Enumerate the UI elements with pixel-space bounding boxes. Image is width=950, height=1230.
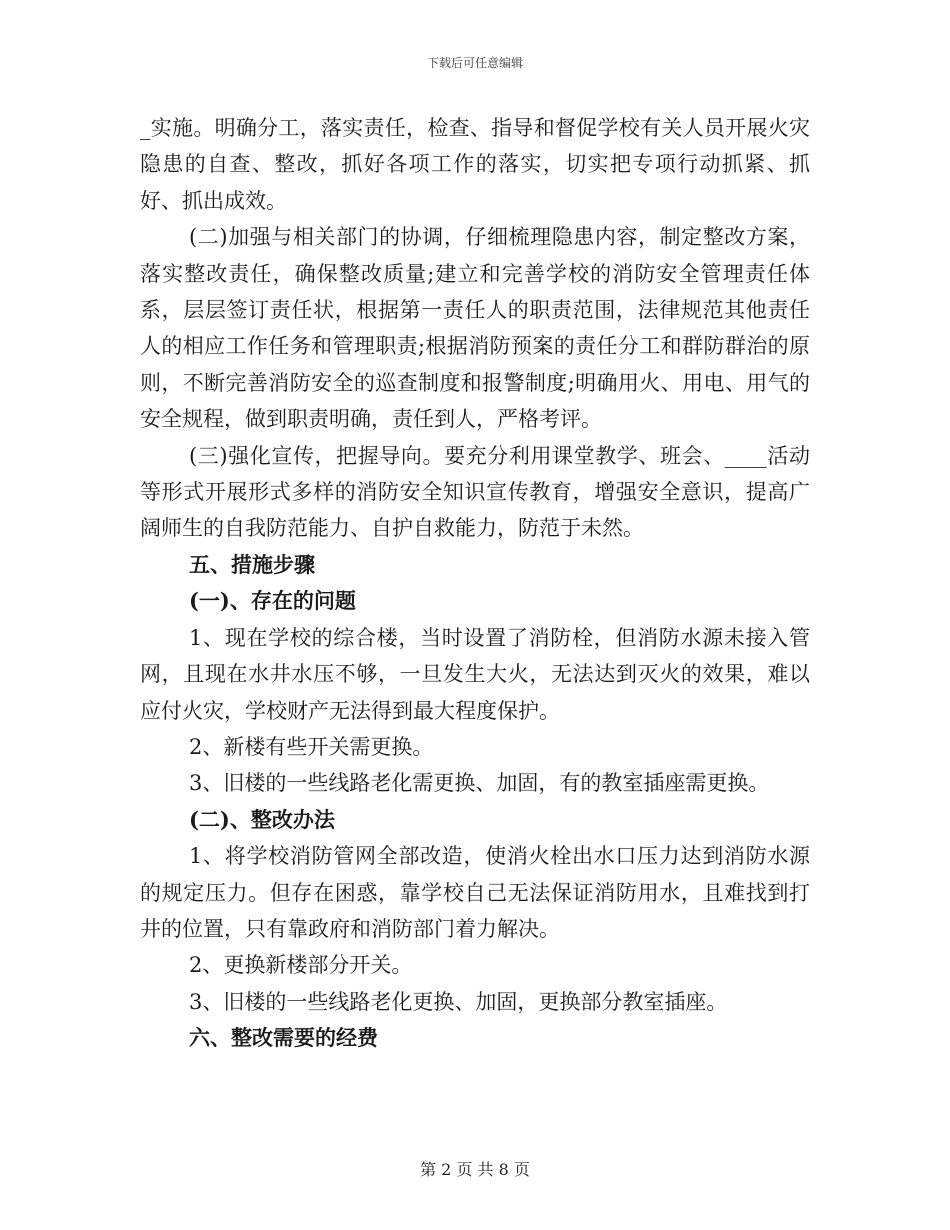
list-item-problem-3: 3、旧楼的一些线路老化需更换、加固，有的教室插座需更换。 — [189, 771, 770, 796]
page-header: 下载后可任意编辑 — [426, 56, 523, 70]
subheading-rectification-methods: (二)、整改办法 — [189, 806, 335, 832]
section-heading-measures: 五、措施步骤 — [189, 551, 315, 577]
document-body — [140, 110, 810, 1057]
paragraph-implementation: _实施。明确分工，落实责任，检查、指导和督促学校有关人员开展火灾隐患的自查、整改，抓好各项工作的落实，切实把专项行动抓紧、抓好、抓出成效。 — [140, 116, 810, 213]
list-item-method-1: 1、将学校消防管网全部改造，使消火栓出水口压力达到消防水源的规定压力。但存在困惑，靠学校自己无法保证消防用水，且难找到打井的位置，只有靠政府和消防部门着力解决。 — [140, 844, 810, 941]
paragraph-coordination: (二)加强与相关部门的协调，仔细梳理隐患内容，制定整改方案，落实整改责任，确保整改质量;建立和完善学校的消防安全管理责任体系，层层签订责任状，根据第一责任人的职责范围，法律规范其他责任人的相应工作任务和管理职责;根据消防预案的责任分工和群防群治的原则，不断完善消防安全的巡查制度和报警制度;明确用火、用电、用气的安全规程，做到职责明确，责任到人，严格考评。 — [140, 225, 810, 432]
page-number: 第 2 页 共 8 页 — [420, 1160, 530, 1179]
list-item-problem-1: 1、现在学校的综合楼，当时设置了消防栓，但消防水源未接入管网，且现在水井水压不够，一旦发生大火，无法达到灭火的效果，难以应付火灾，学校财产无法得到最大程度保护。 — [140, 625, 810, 723]
subheading-existing-problems: (一)、存在的问题 — [189, 588, 356, 614]
list-item-method-2: 2、更换新楼部分开关。 — [189, 953, 413, 978]
section-heading-funding: 六、整改需要的经费 — [189, 1025, 378, 1051]
paragraph-publicity: (三)强化宣传，把握导向。要充分利用课堂教学、班会、____活动等形式开展形式多样的消防安全知识宣传教育，增强安全意识，提高广阔师生的自我防范能力、自护自救能力，防范于未然。 — [140, 443, 810, 541]
list-item-problem-2: 2、新楼有些开关需更换。 — [189, 734, 434, 759]
list-item-method-3: 3、旧楼的一些线路老化更换、加固，更换部分教室插座。 — [189, 989, 728, 1014]
